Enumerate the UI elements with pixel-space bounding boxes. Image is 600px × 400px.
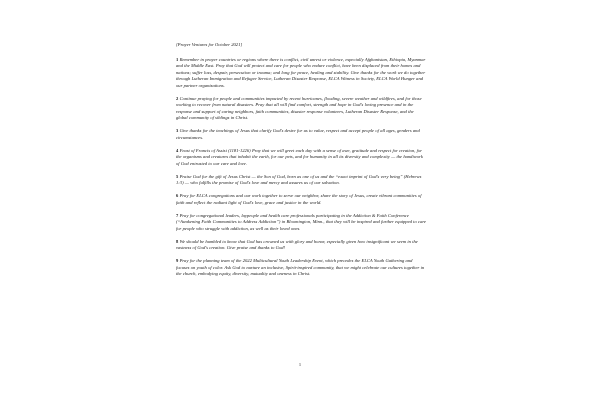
prayer-entry: [176, 174, 426, 187]
prayer-entry: [176, 96, 426, 122]
entry-day-number: 7: [176, 212, 179, 218]
entry-text: Remember in prayer countries or regions where there is conflict, civil unrest or violence, especially Afghanistan, Ethiopia, Myanmar and the Middle East. Pray that God will protect and care for people who endure conflict, have been displaced from their homes and nations; suffer loss, despair, persecution or trauma; and long for peace, healing and stability. Give thanks for the work we do together through Lutheran Immigration and Refugee Service, Lutheran Disaster Response, ELCA Witness in Society, ELCA World Hunger and our partner organizations.: [176, 56, 426, 88]
prayer-entry: [176, 239, 426, 252]
page-number: 1: [298, 362, 302, 367]
entry-text: Pray for the planning team of the 2022 Multicultural Youth Leadership Event, which precedes the ELCA Youth Gathering and focuses on youth of color. Ask God to nurture an inclusive, Spirit-inspired community, that we might celebrate our cultures together in the church, embodying equity, diversity, mutuality and oneness in Christ.: [176, 258, 425, 276]
entry-lead: Feast of Francis of Assisi (1181-1226): [179, 147, 251, 153]
prayer-entry: [176, 213, 426, 232]
entry-day-number: 6: [176, 193, 179, 199]
document-text-block: [176, 42, 426, 277]
prayer-entry: [176, 128, 426, 141]
entry-day-number: 9: [176, 258, 179, 264]
entry-day-number: 8: [176, 238, 179, 244]
entry-text: Praise God for the gift of Jesus Christ — the Son of God, born as one of us and the “exact imprint of God's very being” (Hebrews 1:3) — who fulfills the promise of God's love and mercy and assures us of our salvation.: [176, 173, 422, 186]
entry-day-number: 3: [176, 128, 179, 134]
prayer-entry: [176, 57, 426, 89]
entry-text: Pray for ELCA congregations and our work together to serve our neighbor, share the story of Jesus, create vibrant communities of faith and reflect the radiant light of God's love, grace and justice in the world.: [176, 193, 422, 205]
prayer-entry: [176, 258, 426, 277]
prayer-entry: [176, 193, 426, 206]
entry-text: Pray that we will greet each day with a sense of awe, gratitude and respect for creation, for the organisms and creatures that inhabit the earth, for our pets, and for humanity in all its diversity and complexity — the handiwork of God entrusted to our care and love.: [176, 147, 423, 166]
entry-day-number: 5: [176, 173, 179, 179]
entry-text: Pray for congregational leaders, laypeople and health care professionals participating in the Addiction & Faith Conference (“Awakening Faith Communities to Address Addiction”) in Bloomington, Minn., that they will be inspired and further equipped to care for people who struggle with addiction, as well as their loved ones.: [176, 212, 426, 231]
entry-text: We should be humbled to know that God has crowned us with glory and honor, especially given how insignificant we seem in the vastness of God's creation. Give praise and thanks to God!: [176, 238, 418, 251]
entry-day-number: 2: [176, 95, 179, 101]
entry-text: Continue praying for people and communities impacted by recent hurricanes, flooding, severe weather and wildfires, and for those working to recover from natural disasters. Pray that all will find comfort, strength and hope in God's loving presence and in the response and support of caring neighbors, faith communities, disaster response volunteers, Lutheran Disaster Response, and the global community of siblings in Christ.: [176, 95, 422, 121]
prayer-entry: [176, 148, 426, 167]
page-title: [Prayer Ventures for October 2021]: [176, 42, 243, 47]
entry-day-number: 1: [176, 56, 179, 62]
entry-day-number: 4: [176, 147, 179, 153]
entry-text: Give thanks for the teachings of Jesus that clarify God's desire for us to value, respect and accept people of all ages, genders and circumstances.: [176, 128, 420, 140]
